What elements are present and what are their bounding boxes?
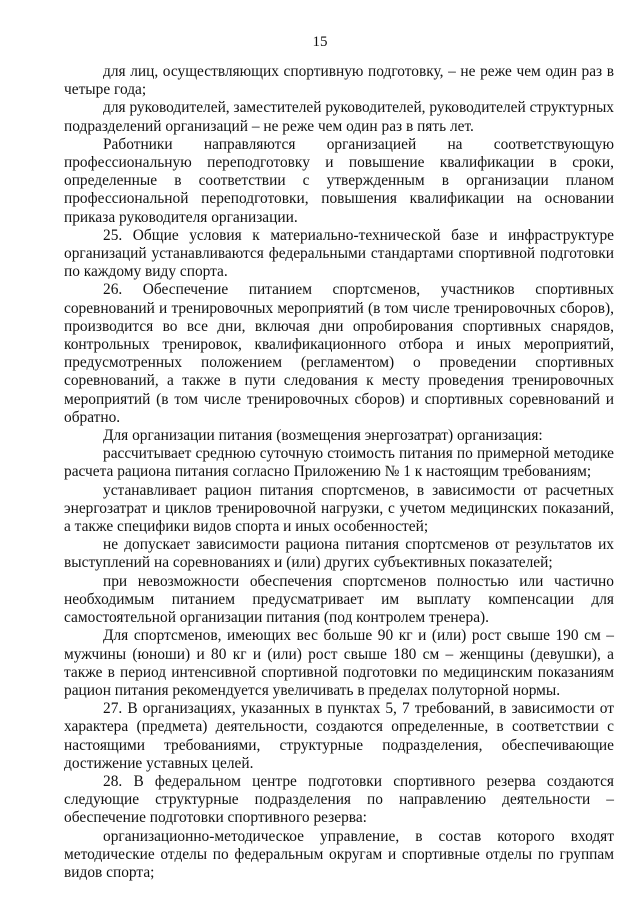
document-body: [64, 63, 614, 882]
paragraph: рассчитывает среднюю суточную стоимость питания по примерной методике расчета рациона питания согласно Приложению № 1 к настоящим требованиям;: [64, 445, 614, 481]
paragraph: Для организации питания (возмещения энергозатрат) организация:: [103, 427, 543, 445]
paragraph: 28. В федеральном центре подготовки спортивного резерва создаются следующие структурные подразделения по направлению деятельности – обеспечение подготовки спортивного резерва:: [64, 772, 614, 827]
page-number: 15: [312, 34, 328, 50]
paragraph: Работники направляются организацией на соответствующую профессиональную переподготовку и повышение квалификации в сроки, определенные в соответствии с утвержденным в организации планом профессиональной переподготовки, повышения квалификации на основании приказа руководителя организации.: [64, 135, 614, 226]
paragraph: для лиц, осуществляющих спортивную подготовку, – не реже чем один раз в четыре года;: [64, 63, 614, 99]
paragraph: 25. Общие условия к материально-технической базе и инфраструктуре организаций устанавливаются федеральными стандартами спортивной подготовки по каждому виду спорта.: [64, 226, 614, 281]
paragraph: 27. В организациях, указанных в пунктах 5, 7 требований, в зависимости от характера (предмета) деятельности, создаются определенные, в соответствии с настоящими требованиями, структурные подразделения, обеспечивающие достижение уставных целей.: [64, 700, 614, 772]
paragraph: не допускает зависимости рациона питания спортсменов от результатов их выступлений на соревнованиях и (или) других субъективных показателей;: [64, 536, 614, 572]
paragraph: 26. Обеспечение питанием спортсменов, участников спортивных соревнований и тренировочных мероприятий (в том числе тренировочных сборов), производится во все дни, включая дни опробирования спортивных снарядов, контрольных тренировок, квалификационного отбора и иных мероприятий, предусмотренных положением (регламентом) о проведении спортивных соревнований, а также в пути следования к месту проведения тренировочных мероприятий (в том числе тренировочных сборов) и спортивных соревнований и обратно.: [64, 281, 614, 426]
paragraph: устанавливает рацион питания спортсменов, в зависимости от расчетных энергозатрат и циклов тренировочной нагрузки, с учетом медицинских показаний, а также специфики видов спорта и иных особенностей;: [64, 481, 614, 536]
paragraph: Для спортсменов, имеющих вес больше 90 кг и (или) рост свыше 190 см – мужчины (юноши) и 80 кг и (или) рост свыше 180 см – женщины (девушки), а также в период интенсивной спортивной подготовки по медицинским показаниям рацион питания рекомендуется увеличивать в пределах полуторной нормы.: [64, 627, 614, 699]
paragraph: при невозможности обеспечения спортсменов полностью или частично необходимым питанием предусматривает им выплату компенсации для самостоятельной организации питания (под контролем тренера).: [64, 572, 614, 627]
paragraph: организационно-методическое управление, в состав которого входят методические отделы по федеральным округам и спортивные отделы по группам видов спорта;: [64, 827, 614, 881]
paragraph: для руководителей, заместителей руководителей, руководителей структурных подразделений организаций – не реже чем один раз в пять лет.: [64, 99, 614, 135]
